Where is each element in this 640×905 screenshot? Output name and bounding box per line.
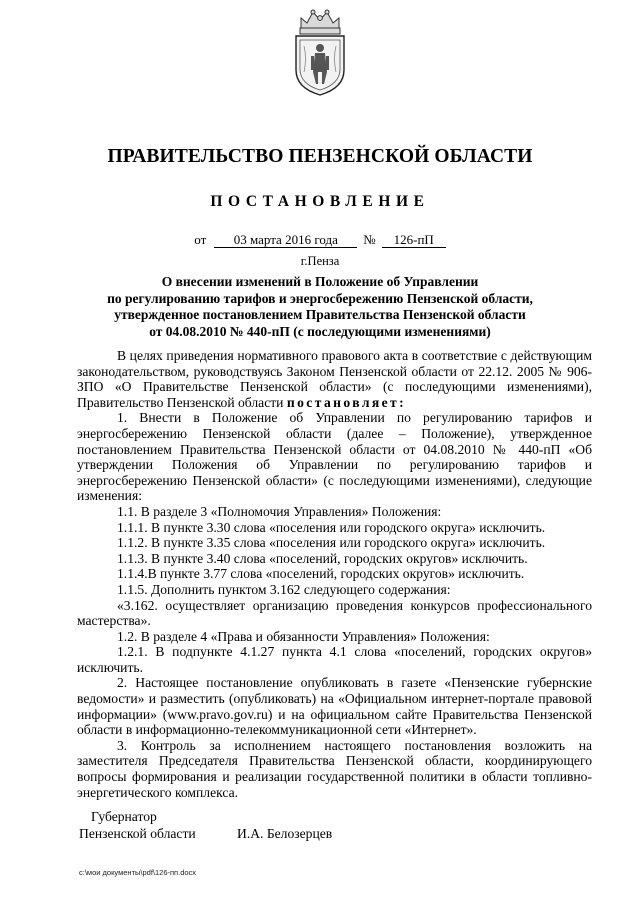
body-paragraph: 1.1.1. В пункте 3.30 слова «поселения или городского округа» исключить. [117, 519, 546, 535]
signatory-name: И.А. Белозерцев [237, 826, 333, 841]
coat-of-arms-icon [287, 6, 353, 98]
body-paragraph: 1.1.4.В пункте 3.77 слова «поселений, городских округов» исключить. [117, 566, 525, 582]
heading-line: утвержденное постановлением Правительства Пензенской области [114, 307, 526, 323]
government-title: ПРАВИТЕЛЬСТВО ПЕНЗЕНСКОЙ ОБЛАСТИ [107, 146, 533, 167]
heading-line: от 04.08.2010 № 440-пП (с последующими изменениями) [149, 324, 491, 340]
document-body [77, 348, 592, 800]
city: г.Пенза [300, 254, 340, 268]
preamble-paragraph [77, 348, 592, 410]
file-path-footer: с:\мои документы\pdf\126-пп.docx [79, 868, 197, 877]
document-type: ПОСТАНОВЛЕНИЕ [210, 193, 430, 210]
body-paragraph: «3.162. осуществляет организацию проведения конкурсов профессионального мастерства». [77, 597, 592, 629]
date-number-line [0, 232, 640, 248]
body-paragraph: 3. Контроль за исполнением настоящего постановления возложить на заместителя Председателя Правительства Пензенской области, координирующего вопросы формирования и реализации государственной политики в области топливно-энергетического комплекса. [77, 737, 592, 800]
heading-line: по регулированию тарифов и энергосбережению Пензенской области, [107, 290, 533, 306]
body-paragraph: 1. Внести в Положение об Управлении по регулированию тарифов и энергосбережению Пензенской области (далее – Положение), утвержденное постановлением Правительства Пензенской области от 04.08.2010 № 440-пП «Об утверждении Положения об Управлении по регулированию тарифов и энергосбережению Пензенской области» (с последующими изменениями), следующие изменения: [77, 410, 592, 504]
date-prefix: от [194, 232, 207, 247]
heading-line: О внесении изменений в Положение об Управлении [161, 274, 479, 289]
body-paragraph: 1.1.2. В пункте 3.35 слова «поселения или городского округа» исключить. [117, 535, 546, 551]
body-paragraph: 1.1. В разделе 3 «Полномочия Управления» Положения: [117, 503, 442, 519]
body-paragraph: 1.1.5. Дополнить пунктом 3.162 следующего содержания: [117, 581, 451, 597]
number-value: 126-пП [382, 232, 446, 248]
preamble-text: В целях приведения нормативного правового акта в соответствие с действующим законодательством, руководствуясь Законом Пензенской области от 22.12. 2005 № 906-ЗПО «О Правительстве Пензенской области» (с последующими изменениями), Правительство Пензенской области [77, 348, 592, 410]
signatory-region: Пензенской области [79, 826, 196, 841]
body-paragraph: 1.1.3. В пункте 3.40 слова «поселений, городских округов» исключить. [117, 550, 528, 566]
date-value: 03 марта 2016 года [214, 232, 357, 248]
body-paragraph: 2. Настоящее постановление опубликовать в газете «Пензенские губернские ведомости» и разместить (опубликовать) на «Официальном интернет-портале правовой информации» (www.pravo.gov.ru) и на официальном сайте Правительства Пензенской области в информационно-телекоммуникационной сети «Интернет». [77, 675, 592, 738]
resolves-word: постановляет: [286, 394, 407, 410]
number-prefix: № [363, 232, 376, 247]
document-heading [60, 274, 580, 341]
body-paragraph: 1.2.1. В подпункте 4.1.27 пункта 4.1 слова «поселений, городских округов» исключить. [77, 644, 592, 675]
body-paragraph: 1.2. В разделе 4 «Права и обязанности Управления» Положения: [117, 628, 490, 644]
signatory-title: Губернатор [91, 809, 157, 824]
